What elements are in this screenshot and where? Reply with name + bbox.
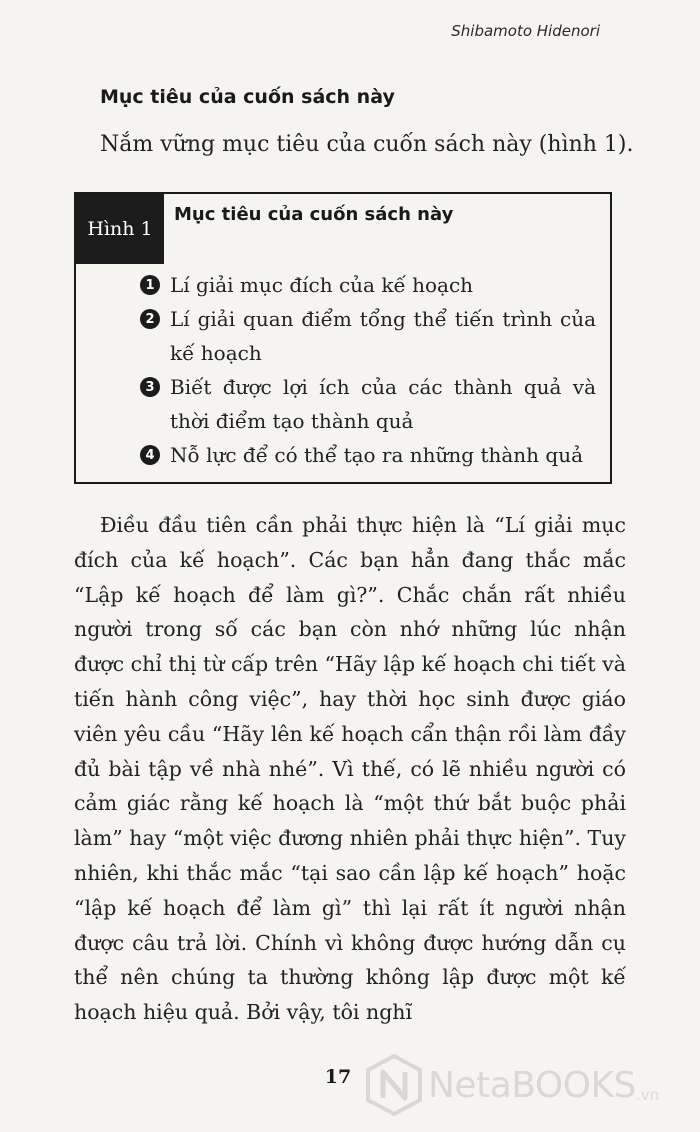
figure-title: Mục tiêu của cuốn sách này <box>174 204 454 225</box>
list-item-text: Nỗ lực để có thể tạo ra những thành quả <box>170 443 584 467</box>
figure-box <box>74 192 612 484</box>
list-item <box>140 438 600 472</box>
page-number: 17 <box>324 1066 352 1088</box>
list-item <box>140 370 600 438</box>
watermark <box>366 1054 659 1116</box>
number-2-icon: 2 <box>140 309 160 329</box>
intro-sentence: Nắm vững mục tiêu của cuốn sách này (hình 1). <box>100 132 634 157</box>
list-item <box>140 268 600 302</box>
body-paragraph: Điều đầu tiên cần phải thực hiện là “Lí giải mục đích của kế hoạch”. Các bạn hẳn đang thắc mắc “Lập kế hoạch để làm gì?”. Chắc chắn rất nhiều người trong số các bạn còn nhớ những lúc nhận được chỉ thị từ cấp trên “Hãy lập kế hoạch chi tiết và tiến hành công việc”, hay thời học sinh được giáo viên yêu cầu “Hãy lên kế hoạch cẩn thận rồi làm đầy đủ bài tập về nhà nhé”. Vì thế, có lẽ nhiều người có cảm giác rằng kế hoạch là “một thứ bắt buộc phải làm” hay “một việc đương nhiên phải thực hiện”. Tuy nhiên, khi thắc mắc “tại sao cần lập kế hoạch” hoặc “lập kế hoạch để làm gì” thì lại rất ít người nhận được câu trả lời. Chính vì không được hướng dẫn cụ thể nên chúng ta thường không lập được một kế hoạch hiệu quả. Bởi vậy, tôi nghĩ <box>74 513 626 1025</box>
section-heading: Mục tiêu của cuốn sách này <box>100 86 395 108</box>
number-1-icon: 1 <box>140 275 160 295</box>
running-header-author: Shibamoto Hidenori <box>451 22 600 40</box>
list-item <box>140 302 600 370</box>
watermark-brand: NetaBOOKS <box>428 1064 636 1106</box>
list-item-text: Lí giải quan điểm tổng thể tiến trình của kế hoạch <box>170 307 596 365</box>
list-item-text: Biết được lợi ích của các thành quả và thời điểm tạo thành quả <box>170 375 596 433</box>
list-item-text: Lí giải mục đích của kế hoạch <box>170 273 474 297</box>
figure-label: Hình 1 <box>76 194 164 264</box>
number-4-icon: 4 <box>140 445 160 465</box>
netabooks-logo-icon <box>366 1054 422 1116</box>
number-3-icon: 3 <box>140 377 160 397</box>
watermark-domain: .vn <box>635 1086 660 1104</box>
figure-list <box>140 268 600 472</box>
